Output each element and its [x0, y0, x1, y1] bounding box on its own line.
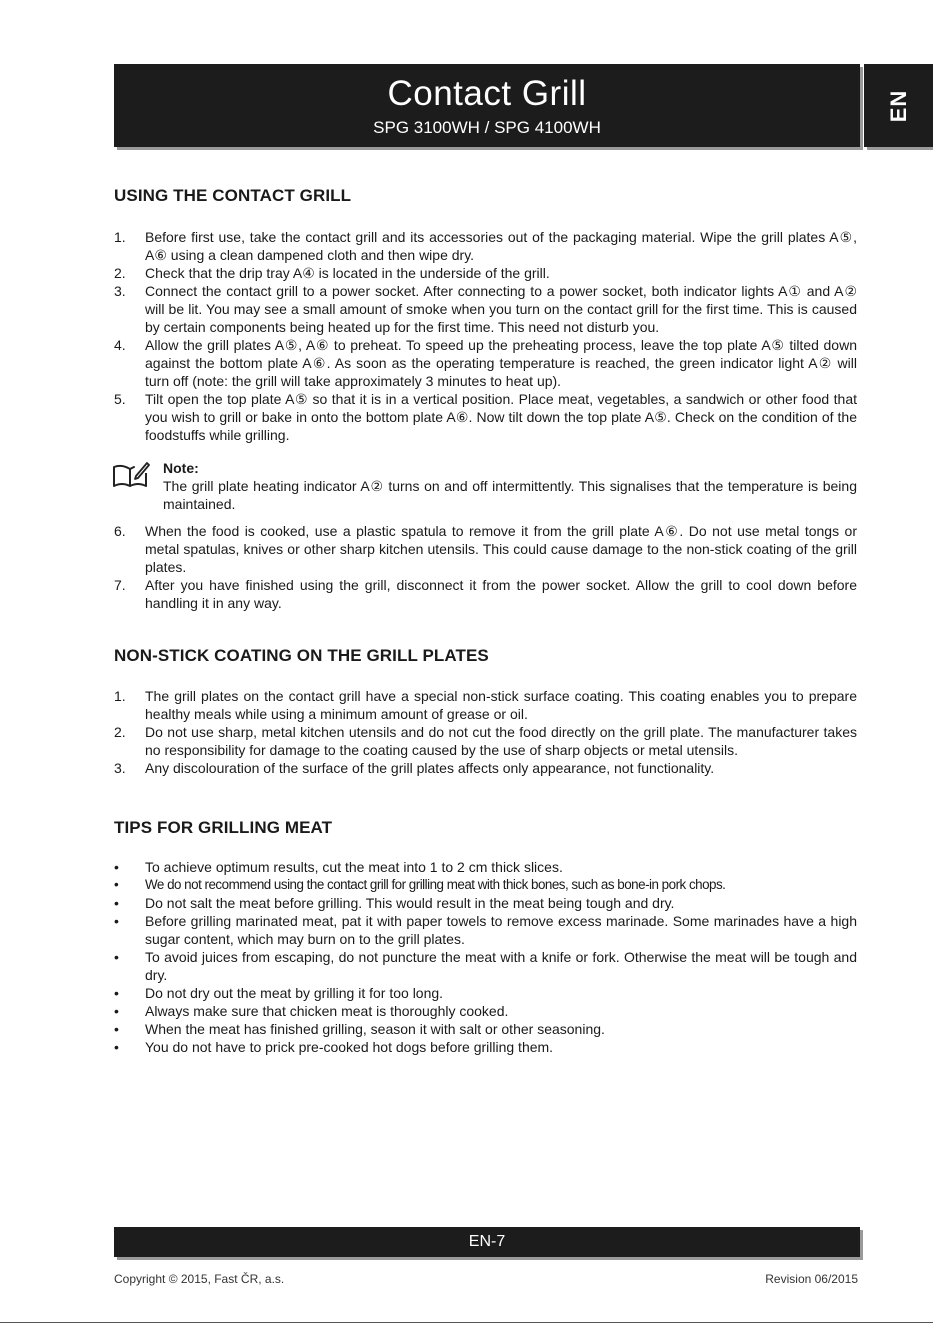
bullet: •: [114, 985, 119, 1001]
bullet: •: [114, 859, 119, 875]
item-text: Any discolouration of the surface of the grill plates affects only appearance, not functionality.: [145, 760, 715, 776]
item-text: Connect the contact grill to a power socket. After connecting to a power socket, both indicator lights A① and A② will be lit. You may see a small amount of smoke when you turn on the contact grill for the first time. This is caused by certain components being heated up for the first time. This need not disturb you.: [145, 283, 857, 335]
note-text: The grill plate heating indicator A② turns on and off intermittently. This signalises that the temperature is being maintained.: [163, 478, 857, 512]
list-item: [114, 876, 857, 894]
section-using-contact-grill: [114, 186, 857, 612]
bullet: •: [114, 1021, 119, 1037]
list-item: [114, 858, 857, 876]
instruction-list: [114, 228, 857, 444]
section-heading: NON-STICK COATING ON THE GRILL PLATES: [114, 646, 489, 665]
note-box: [114, 459, 857, 513]
list-item: [114, 759, 857, 777]
page-number-bar: [114, 1227, 860, 1257]
bullet: •: [114, 949, 119, 965]
item-text: Before grilling marinated meat, pat it with paper towels to remove excess marinade. Some marinades have a high sugar content, which may burn on to the grill plates.: [145, 913, 857, 947]
section-non-stick-coating: [114, 646, 857, 777]
section-heading: USING THE CONTACT GRILL: [114, 186, 352, 205]
list-item: [114, 336, 857, 390]
language-tab: [864, 64, 933, 147]
list-item: [114, 264, 857, 282]
item-text: The grill plates on the contact grill have a special non-stick surface coating. This coating enables you to prepare healthy meals while using a minimum amount of grease or oil.: [145, 688, 857, 722]
item-text: Do not use sharp, metal kitchen utensils and do not cut the food directly on the grill plate. The manufacturer takes no responsibility for damage to the coating caused by the use of sharp objects or metal utensils.: [145, 724, 857, 758]
tips-list: [114, 858, 857, 1056]
item-number: 5.: [114, 391, 126, 407]
item-text: Do not dry out the meat by grilling it for too long.: [145, 985, 444, 1001]
item-text: After you have finished using the grill, disconnect it from the power socket. Allow the grill to cool down before handling it in any way.: [145, 577, 857, 611]
item-number: 6.: [114, 523, 126, 539]
item-number: 3.: [114, 760, 126, 776]
item-text: When the meat has finished grilling, season it with salt or other seasoning.: [145, 1021, 605, 1037]
item-text: Allow the grill plates A⑤, A⑥ to preheat. To speed up the preheating process, leave the top plate A⑤ tilted down against the bottom plate A⑥. As soon as the operating temperature is reached, the green indicator light A② will turn off (note: the grill will take approximately 3 minutes to heat up).: [145, 337, 857, 389]
copyright-notice: Copyright © 2015, Fast ČR, a.s.: [114, 1272, 285, 1286]
open-book-note-icon: [112, 461, 150, 489]
item-number: 7.: [114, 577, 126, 593]
list-item: [114, 894, 857, 912]
item-number: 2.: [114, 265, 126, 281]
bullet: •: [114, 1039, 119, 1055]
item-text: To achieve optimum results, cut the meat into 1 to 2 cm thick slices.: [145, 859, 563, 875]
item-text: We do not recommend using the contact grill for grilling meat with thick bones, such as bone-in pork chops.: [145, 877, 726, 892]
list-item: [114, 576, 857, 612]
item-number: 1.: [114, 229, 126, 245]
page-number: EN-7: [468, 1233, 506, 1250]
bullet: •: [114, 913, 119, 929]
instruction-list: [114, 687, 857, 777]
note-title: Note:: [163, 460, 199, 476]
document-title: Contact Grill: [387, 74, 587, 113]
item-number: 3.: [114, 283, 126, 299]
list-item: [114, 1038, 857, 1056]
list-item: [114, 687, 857, 723]
bullet: •: [114, 877, 119, 892]
section-heading: TIPS FOR GRILLING MEAT: [114, 818, 333, 837]
item-text: Always make sure that chicken meat is thoroughly cooked.: [145, 1003, 509, 1019]
list-item: [114, 522, 857, 576]
item-text: Check that the drip tray A④ is located in the underside of the grill.: [145, 265, 550, 281]
model-numbers: SPG 3100WH / SPG 4100WH: [373, 118, 601, 137]
list-item: [114, 1020, 857, 1038]
instruction-list-continued: [114, 522, 857, 612]
language-label: EN: [885, 89, 911, 122]
item-text: Tilt open the top plate A⑤ so that it is in a vertical position. Place meat, vegetables, a sandwich or other food that you wish to grill or bake in onto the bottom plate A⑥. Now tilt down the top plate A⑤. Check on the condition of the foodstuffs while grilling.: [145, 391, 857, 443]
item-text: When the food is cooked, use a plastic spatula to remove it from the grill plate A⑥. Do not use metal tongs or metal spatulas, knives or other sharp kitchen utensils. This could cause damage to the non-stick coating of the grill plates.: [145, 523, 857, 575]
list-item: [114, 1002, 857, 1020]
item-number: 1.: [114, 688, 126, 704]
page-edge-divider: [0, 1322, 933, 1323]
list-item: [114, 912, 857, 948]
item-text: Before first use, take the contact grill and its accessories out of the packaging material. Wipe the grill plates A⑤, A⑥ using a clean dampened cloth and then wipe dry.: [145, 229, 857, 263]
manual-content: [114, 186, 857, 1056]
item-text: Do not salt the meat before grilling. This would result in the meat being tough and dry.: [145, 895, 675, 911]
list-item: [114, 228, 857, 264]
list-item: [114, 282, 857, 336]
list-item: [114, 390, 857, 444]
page-header: [114, 64, 860, 147]
section-tips-grilling-meat: [114, 818, 857, 1056]
item-number: 2.: [114, 724, 126, 740]
item-text: To avoid juices from escaping, do not puncture the meat with a knife or fork. Otherwise the meat will be tough and dry.: [145, 949, 857, 983]
list-item: [114, 948, 857, 984]
list-item: [114, 723, 857, 759]
list-item: [114, 984, 857, 1002]
item-number: 4.: [114, 337, 126, 353]
bullet: •: [114, 895, 119, 911]
revision-label: Revision 06/2015: [765, 1272, 858, 1286]
bullet: •: [114, 1003, 119, 1019]
item-text: You do not have to prick pre-cooked hot dogs before grilling them.: [145, 1039, 554, 1055]
